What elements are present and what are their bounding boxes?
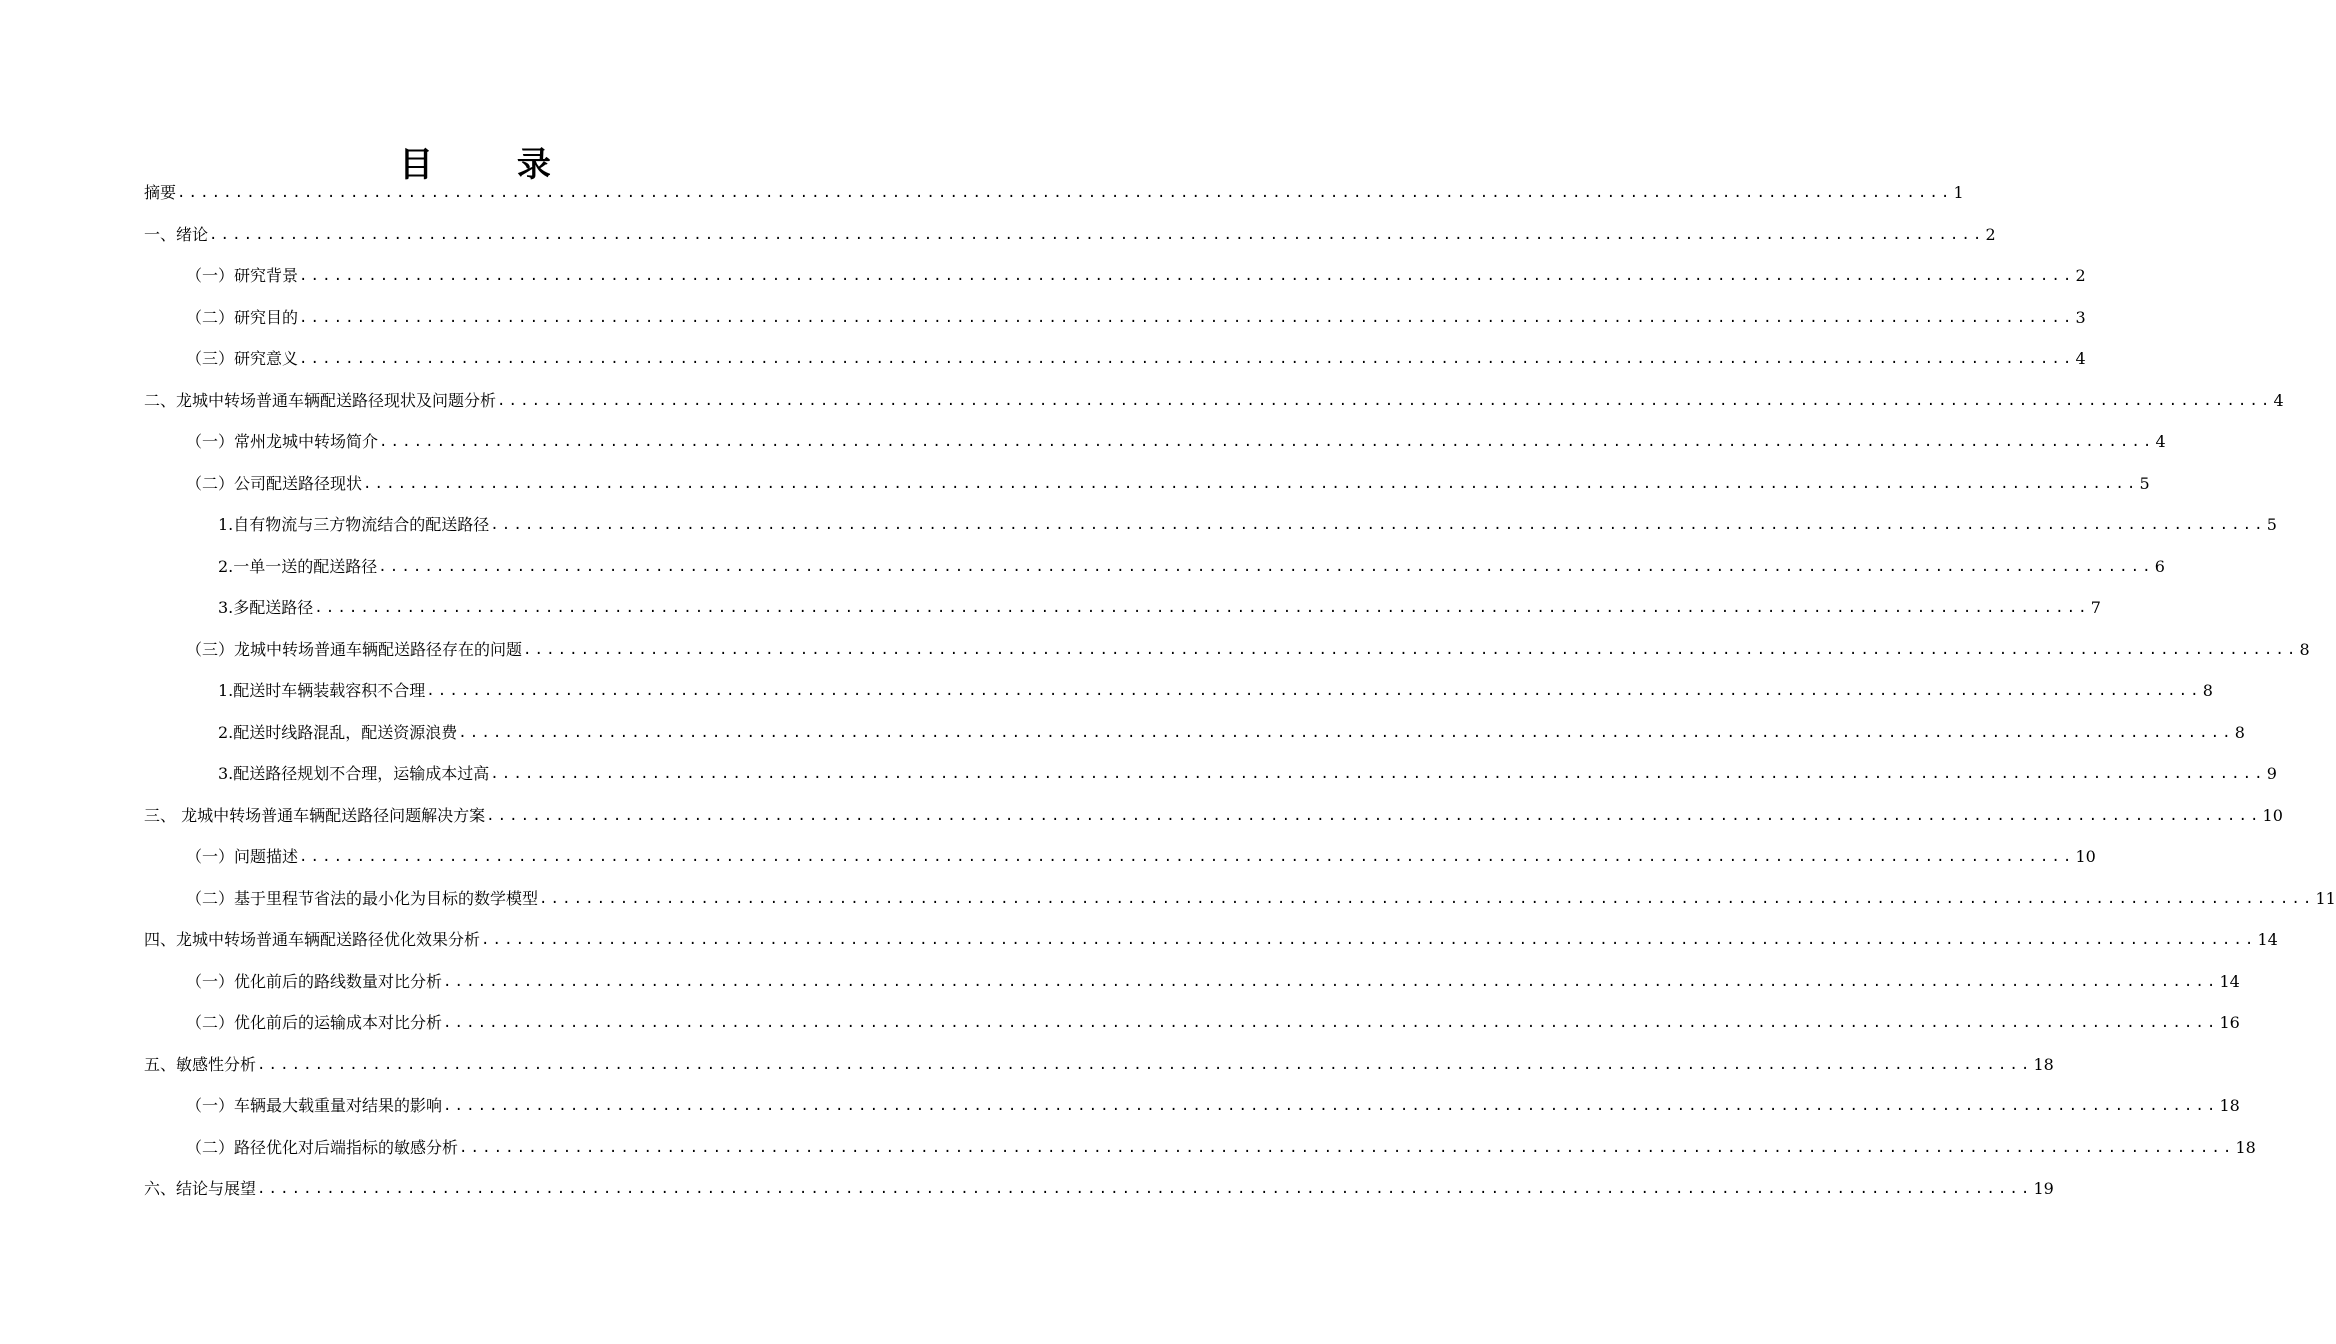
toc-entry-1-3[interactable]	[186, 345, 2086, 369]
toc-page-number: 18	[2219, 1096, 2240, 1115]
toc-leader-dots: ..........................................................................................................................................................	[481, 932, 2257, 948]
toc-leader-dots: ..........................................................................................................................................................	[299, 268, 2075, 284]
toc-entry-text: （二）公司配送路径现状	[186, 474, 363, 493]
toc-leader-dots: ..........................................................................................................................................................	[314, 600, 2090, 616]
toc-entry-text: （一）问题描述	[186, 847, 299, 866]
toc-entry-5-1[interactable]	[186, 1092, 2240, 1116]
toc-leader-dots: ..........................................................................................................................................................	[443, 1015, 2219, 1031]
toc-leader-dots: ..........................................................................................................................................................	[378, 559, 2154, 575]
toc-entry-chapter-3[interactable]	[144, 802, 2283, 826]
toc-entry-chapter-5[interactable]	[144, 1051, 2054, 1075]
toc-entry-2-2-2[interactable]	[218, 553, 2165, 577]
toc-leader-dots: ..........................................................................................................................................................	[363, 476, 2139, 492]
toc-entry-text: 2.配送时线路混乱，配送资源浪费	[218, 723, 458, 742]
toc-page-number: 16	[2219, 1013, 2240, 1032]
toc-page-number: 5	[2266, 515, 2277, 534]
toc-entry-text: （一）研究背景	[186, 266, 299, 285]
toc-entry-3-2[interactable]	[186, 885, 2336, 909]
toc-entry-text: （三）研究意义	[186, 349, 299, 368]
toc-entry-text: （三）龙城中转场普通车辆配送路径存在的问题	[186, 640, 523, 659]
toc-entry-text: 3.配送路径规划不合理，运输成本过高	[218, 764, 490, 783]
toc-leader-dots: ..........................................................................................................................................................	[443, 974, 2219, 990]
toc-page-number: 14	[2219, 972, 2240, 991]
toc-entry-2-2-3[interactable]	[218, 594, 2101, 618]
toc-page-number: 6	[2154, 557, 2165, 576]
toc-entry-chapter-4[interactable]	[144, 926, 2278, 950]
toc-entry-2-2-1[interactable]	[218, 511, 2277, 535]
toc-entry-text: （二）基于里程节省法的最小化为目标的数学模型	[186, 889, 539, 908]
toc-entry-text: 2.一单一送的配送路径	[218, 557, 378, 576]
toc-leader-dots: ..........................................................................................................................................................	[490, 766, 2266, 782]
toc-entry-text: 一、绪论	[144, 225, 209, 244]
toc-leader-dots: ..........................................................................................................................................................	[209, 227, 1985, 243]
toc-page-number: 4	[2075, 349, 2086, 368]
toc-page-number: 8	[2234, 723, 2245, 742]
toc-page-number: 19	[2033, 1179, 2054, 1198]
toc-entry-1-1[interactable]	[186, 262, 2086, 286]
toc-leader-dots: ..........................................................................................................................................................	[497, 393, 2273, 409]
toc-title: 目 录	[399, 144, 587, 185]
toc-page-number: 8	[2202, 681, 2213, 700]
toc-leader-dots: ..........................................................................................................................................................	[539, 891, 2315, 907]
toc-entry-chapter-1[interactable]	[144, 221, 1996, 245]
toc-entry-5-2[interactable]	[186, 1134, 2256, 1158]
toc-page-number: 9	[2266, 764, 2277, 783]
toc-entry-text: 六、结论与展望	[144, 1179, 257, 1198]
toc-entry-text: （一）车辆最大载重量对结果的影响	[186, 1096, 443, 1115]
toc-page-number: 2	[2075, 266, 2086, 285]
toc-entry-2-2[interactable]	[186, 470, 2150, 494]
toc-entry-3-1[interactable]	[186, 843, 2096, 867]
toc-entry-text: （二）研究目的	[186, 308, 299, 327]
toc-entry-text: 五、敏感性分析	[144, 1055, 257, 1074]
toc-page-number: 5	[2139, 474, 2150, 493]
toc-entry-text: 1.自有物流与三方物流结合的配送路径	[218, 515, 490, 534]
toc-entry-4-2[interactable]	[186, 1009, 2240, 1033]
toc-entry-text: 3.多配送路径	[218, 598, 314, 617]
toc-entry-2-3-1[interactable]	[218, 677, 2213, 701]
toc-leader-dots: ..........................................................................................................................................................	[299, 310, 2075, 326]
toc-page-number: 8	[2299, 640, 2310, 659]
toc-leader-dots: ..........................................................................................................................................................	[177, 185, 1953, 201]
toc-entry-text: 1.配送时车辆装载容积不合理	[218, 681, 426, 700]
toc-page-number: 14	[2257, 930, 2278, 949]
toc-leader-dots: ..........................................................................................................................................................	[490, 517, 2266, 533]
toc-entry-text: （一）常州龙城中转场简介	[186, 432, 379, 451]
toc-leader-dots: ..........................................................................................................................................................	[458, 725, 2234, 741]
toc-leader-dots: ..........................................................................................................................................................	[379, 434, 2155, 450]
toc-entry-2-3-2[interactable]	[218, 719, 2245, 743]
toc-leader-dots: ..........................................................................................................................................................	[523, 642, 2299, 658]
toc-page-number: 4	[2273, 391, 2284, 410]
toc-leader-dots: ..........................................................................................................................................................	[459, 1140, 2235, 1156]
toc-entry-4-1[interactable]	[186, 968, 2240, 992]
toc-page-number: 11	[2315, 889, 2336, 908]
toc-leader-dots: ..........................................................................................................................................................	[299, 849, 2075, 865]
toc-entry-2-3-3[interactable]	[218, 760, 2277, 784]
toc-page-number: 4	[2155, 432, 2166, 451]
toc-page-number: 18	[2033, 1055, 2054, 1074]
toc-page-number: 18	[2235, 1138, 2256, 1157]
toc-leader-dots: ..........................................................................................................................................................	[257, 1181, 2033, 1197]
toc-entry-text: （二）优化前后的运输成本对比分析	[186, 1013, 443, 1032]
toc-entry-text: 摘要	[144, 183, 177, 202]
toc-page-number: 2	[1985, 225, 1996, 244]
toc-leader-dots: ..........................................................................................................................................................	[257, 1057, 2033, 1073]
toc-page-number: 1	[1953, 183, 1964, 202]
toc-page-number: 10	[2075, 847, 2096, 866]
toc-entry-text: 三、 龙城中转场普通车辆配送路径问题解决方案	[144, 806, 486, 825]
toc-entry-text: 二、龙城中转场普通车辆配送路径现状及问题分析	[144, 391, 497, 410]
toc-entry-chapter-6[interactable]	[144, 1175, 2054, 1199]
toc-page-number: 7	[2090, 598, 2101, 617]
toc-entry-2-1[interactable]	[186, 428, 2166, 452]
toc-page-number: 10	[2262, 806, 2283, 825]
toc-leader-dots: ..........................................................................................................................................................	[443, 1098, 2219, 1114]
toc-entry-text: （二）路径优化对后端指标的敏感分析	[186, 1138, 459, 1157]
toc-entry-1-2[interactable]	[186, 304, 2086, 328]
toc-entry-2-3[interactable]	[186, 636, 2310, 660]
toc-entry-text: 四、龙城中转场普通车辆配送路径优化效果分析	[144, 930, 481, 949]
toc-entry-chapter-2[interactable]	[144, 387, 2284, 411]
toc-page-number: 3	[2075, 308, 2086, 327]
toc-leader-dots: ..........................................................................................................................................................	[299, 351, 2075, 367]
toc-leader-dots: ..........................................................................................................................................................	[486, 808, 2262, 824]
toc-entry-abstract[interactable]	[144, 179, 1964, 203]
toc-entry-text: （一）优化前后的路线数量对比分析	[186, 972, 443, 991]
toc-leader-dots: ..........................................................................................................................................................	[426, 683, 2202, 699]
